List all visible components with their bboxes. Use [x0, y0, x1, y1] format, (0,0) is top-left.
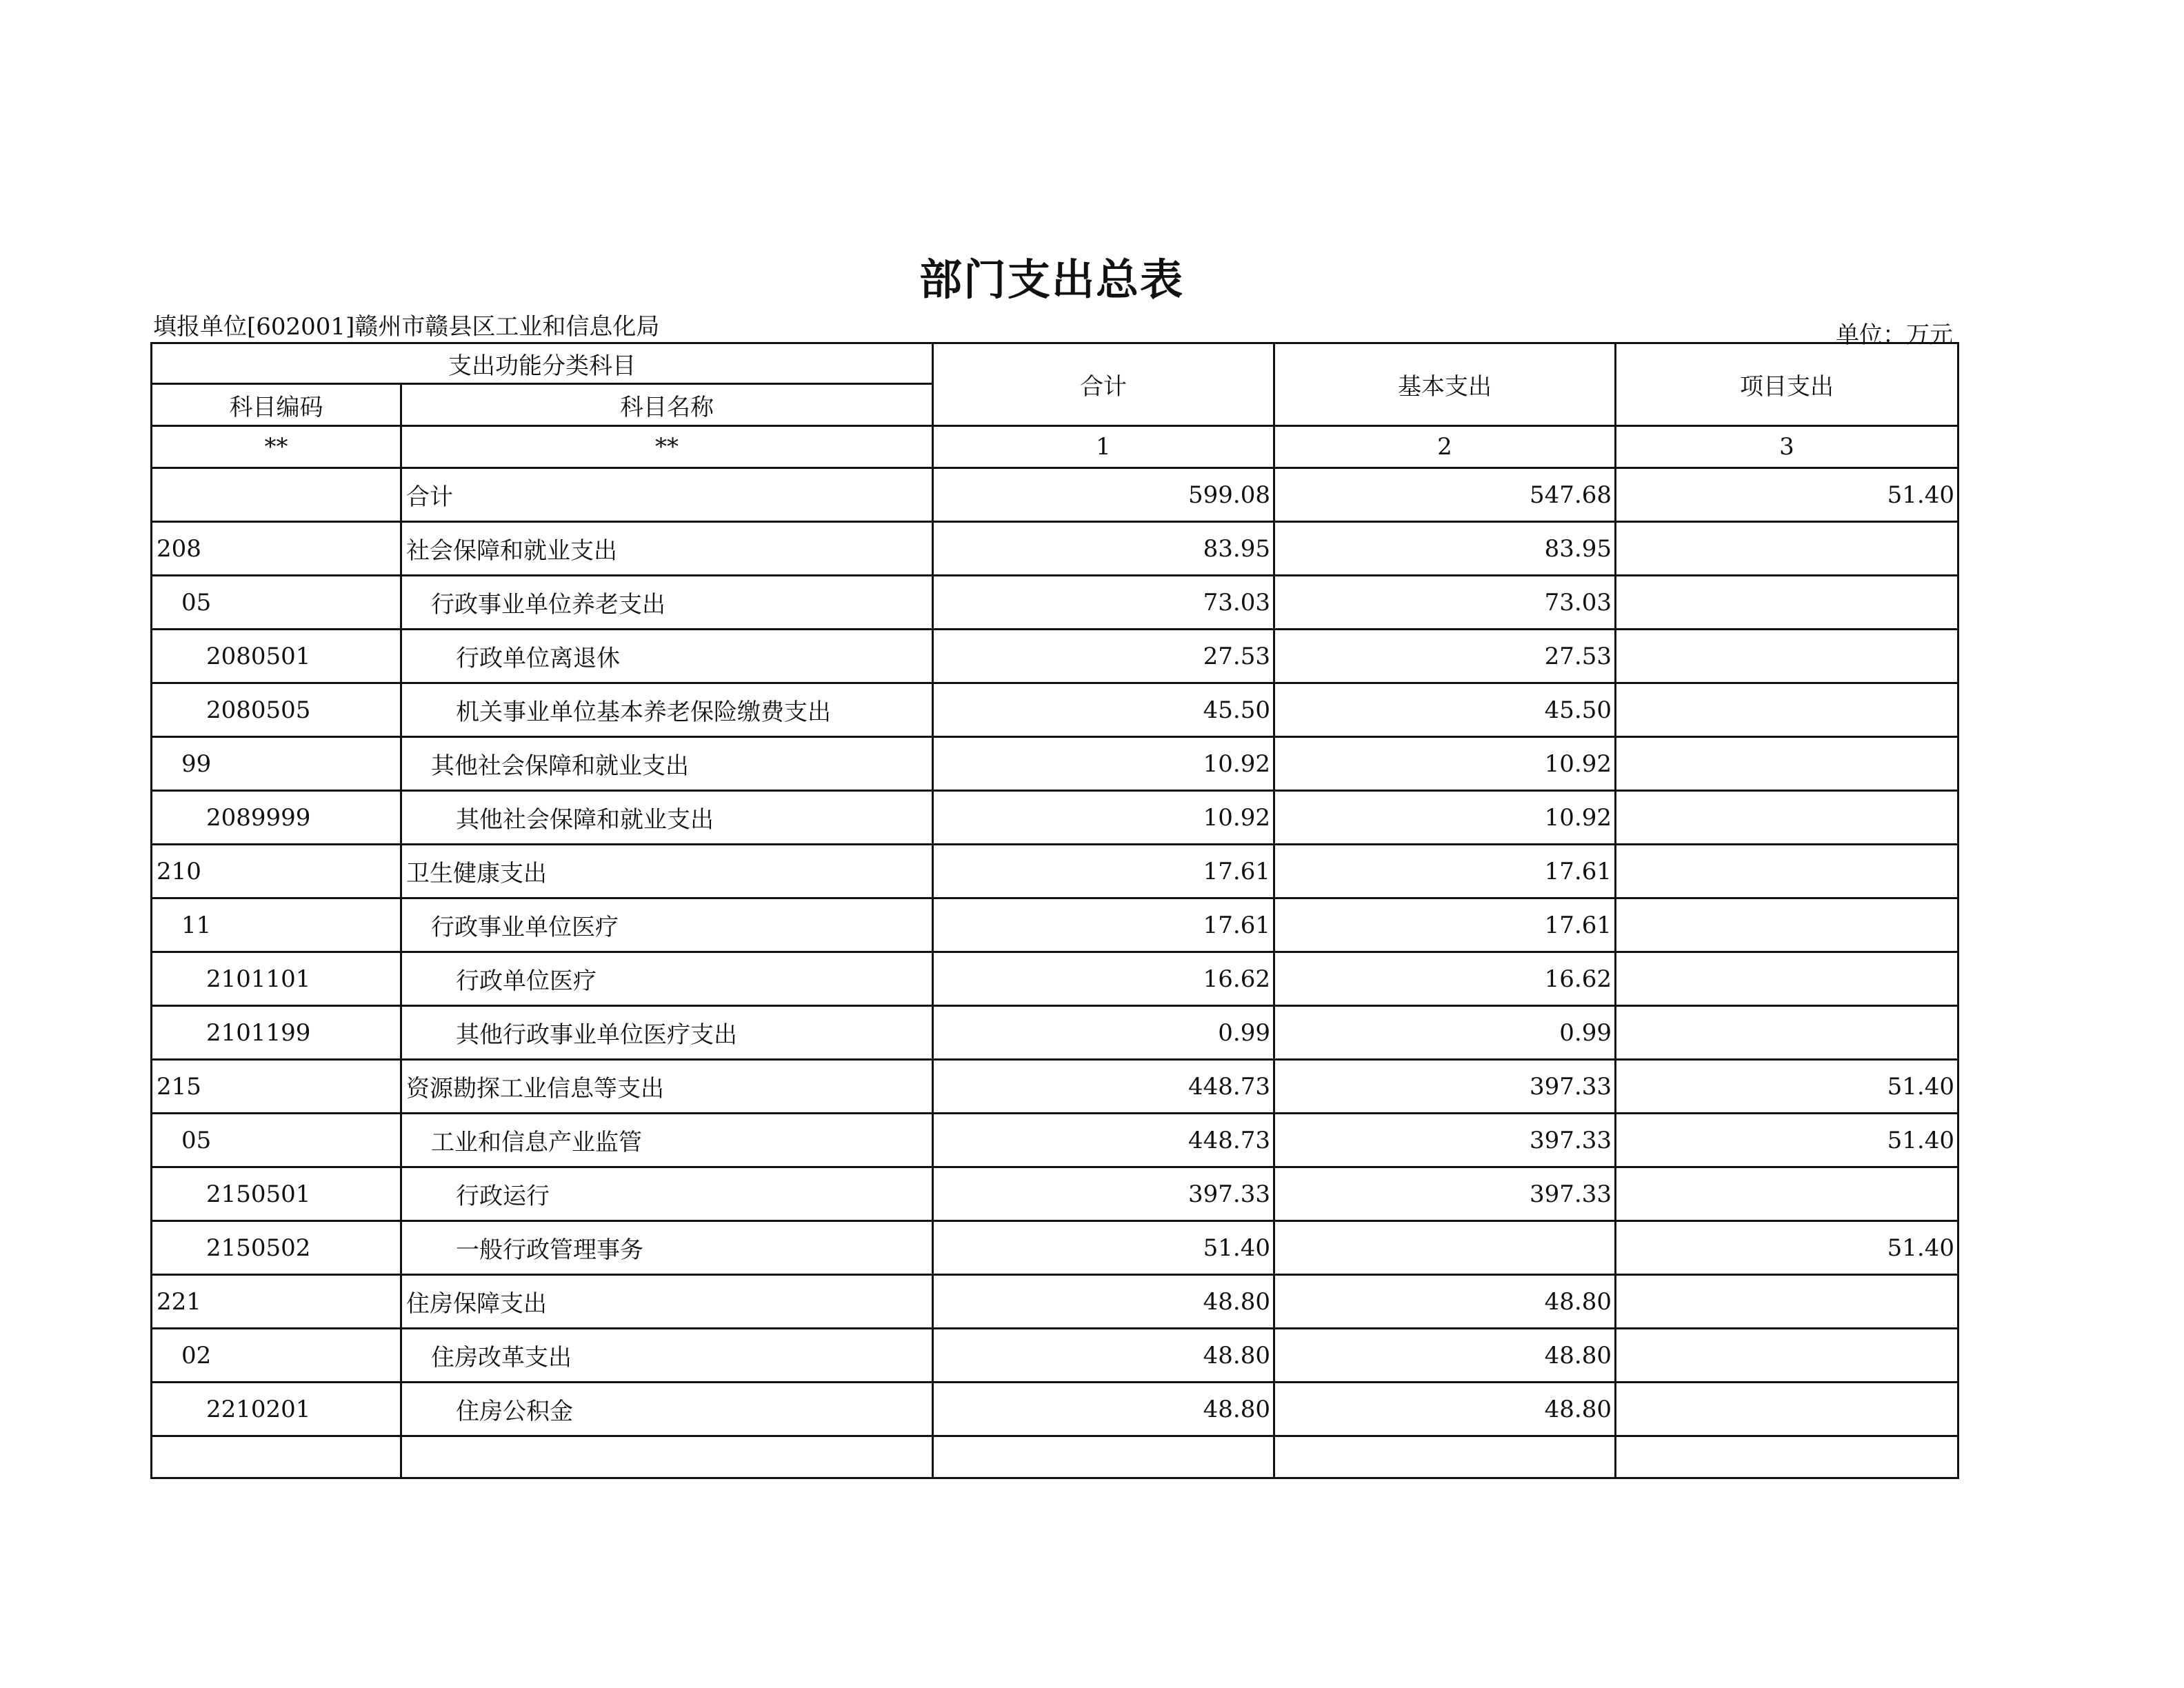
page-title: 部门支出总表 — [919, 254, 1184, 305]
total-amount-cell: 599.08 — [933, 468, 1274, 522]
subject-code-cell: 210 — [152, 845, 401, 898]
project-amount-cell — [1616, 898, 1958, 952]
subject-code-cell: 221 — [152, 1275, 401, 1329]
basic-amount-cell: 27.53 — [1274, 630, 1616, 683]
subject-code-cell: 208 — [152, 522, 401, 576]
table-body — [152, 468, 1958, 1478]
subject-name-cell: 行政事业单位养老支出 — [401, 576, 933, 630]
table-row — [152, 737, 1958, 791]
subject-code-cell: 02 — [152, 1329, 401, 1383]
total-amount-cell: 17.61 — [933, 898, 1274, 952]
index-cell: 2 — [1274, 426, 1616, 468]
table-row — [152, 845, 1958, 898]
subject-name-cell: 其他社会保障和就业支出 — [401, 791, 933, 845]
table-row — [152, 468, 1958, 522]
basic-amount-cell: 16.62 — [1274, 952, 1616, 1006]
total-amount-cell: 73.03 — [933, 576, 1274, 630]
table-row — [152, 630, 1958, 683]
subject-name-cell: 住房公积金 — [401, 1383, 933, 1436]
subject-code-cell: 05 — [152, 576, 401, 630]
empty-cell — [1274, 1436, 1616, 1478]
basic-amount-cell: 397.33 — [1274, 1114, 1616, 1167]
project-amount-cell — [1616, 1167, 1958, 1221]
table-row — [152, 1329, 1958, 1383]
subject-name-cell: 行政单位医疗 — [401, 952, 933, 1006]
project-amount-cell — [1616, 737, 1958, 791]
project-amount-cell — [1616, 1329, 1958, 1383]
currency-unit: 单位：万元 — [1836, 321, 1953, 349]
table-row — [152, 791, 1958, 845]
basic-amount-cell — [1274, 1221, 1616, 1275]
empty-cell — [401, 1436, 933, 1478]
index-cell: 1 — [933, 426, 1274, 468]
basic-amount-cell: 83.95 — [1274, 522, 1616, 576]
header-name: 科目名称 — [401, 384, 933, 426]
project-amount-cell — [1616, 791, 1958, 845]
project-amount-cell — [1616, 683, 1958, 737]
subject-code-cell: 2089999 — [152, 791, 401, 845]
subject-name-cell: 一般行政管理事务 — [401, 1221, 933, 1275]
project-amount-cell: 51.40 — [1616, 1114, 1958, 1167]
subject-code-cell: 2210201 — [152, 1383, 401, 1436]
table-row — [152, 576, 1958, 630]
subject-name-cell: 住房保障支出 — [401, 1275, 933, 1329]
table-row — [152, 1167, 1958, 1221]
basic-amount-cell: 73.03 — [1274, 576, 1616, 630]
index-cell: ** — [152, 426, 401, 468]
total-amount-cell: 448.73 — [933, 1114, 1274, 1167]
empty-cell — [933, 1436, 1274, 1478]
table-row — [152, 952, 1958, 1006]
table-row — [152, 1383, 1958, 1436]
table-row — [152, 683, 1958, 737]
index-cell: 3 — [1616, 426, 1958, 468]
subject-name-cell: 住房改革支出 — [401, 1329, 933, 1383]
subject-name-cell: 行政事业单位医疗 — [401, 898, 933, 952]
total-amount-cell: 0.99 — [933, 1006, 1274, 1060]
subject-code-cell: 2080505 — [152, 683, 401, 737]
table-row — [152, 1114, 1958, 1167]
basic-amount-cell: 17.61 — [1274, 898, 1616, 952]
subject-code-cell — [152, 468, 401, 522]
basic-amount-cell: 0.99 — [1274, 1006, 1616, 1060]
basic-amount-cell: 547.68 — [1274, 468, 1616, 522]
subject-code-cell: 2150502 — [152, 1221, 401, 1275]
empty-cell — [1616, 1436, 1958, 1478]
table-row — [152, 1060, 1958, 1114]
total-amount-cell: 45.50 — [933, 683, 1274, 737]
table-row — [152, 1275, 1958, 1329]
total-amount-cell: 83.95 — [933, 522, 1274, 576]
project-amount-cell — [1616, 952, 1958, 1006]
subject-name-cell: 行政单位离退休 — [401, 630, 933, 683]
basic-amount-cell: 45.50 — [1274, 683, 1616, 737]
project-amount-cell — [1616, 845, 1958, 898]
project-amount-cell — [1616, 630, 1958, 683]
total-amount-cell: 27.53 — [933, 630, 1274, 683]
empty-cell — [152, 1436, 401, 1478]
project-amount-cell — [1616, 1006, 1958, 1060]
project-amount-cell: 51.40 — [1616, 1221, 1958, 1275]
subject-code-cell: 2150501 — [152, 1167, 401, 1221]
subject-name-cell: 工业和信息产业监管 — [401, 1114, 933, 1167]
project-amount-cell — [1616, 1275, 1958, 1329]
header-project: 项目支出 — [1616, 343, 1958, 426]
subject-name-cell: 机关事业单位基本养老保险缴费支出 — [401, 683, 933, 737]
expenditure-table — [150, 342, 1959, 1479]
project-amount-cell — [1616, 1383, 1958, 1436]
project-amount-cell — [1616, 522, 1958, 576]
subject-name-cell: 资源勘探工业信息等支出 — [401, 1060, 933, 1114]
subject-code-cell: 2101199 — [152, 1006, 401, 1060]
subject-code-cell: 11 — [152, 898, 401, 952]
project-amount-cell: 51.40 — [1616, 1060, 1958, 1114]
total-amount-cell: 448.73 — [933, 1060, 1274, 1114]
basic-amount-cell: 397.33 — [1274, 1060, 1616, 1114]
subject-name-cell: 其他行政事业单位医疗支出 — [401, 1006, 933, 1060]
table-row — [152, 1006, 1958, 1060]
table-row — [152, 522, 1958, 576]
header-code: 科目编码 — [152, 384, 401, 426]
total-amount-cell: 10.92 — [933, 791, 1274, 845]
total-amount-cell: 48.80 — [933, 1275, 1274, 1329]
total-amount-cell: 48.80 — [933, 1329, 1274, 1383]
basic-amount-cell: 48.80 — [1274, 1275, 1616, 1329]
project-amount-cell — [1616, 576, 1958, 630]
header-total: 合计 — [933, 343, 1274, 426]
empty-row — [152, 1436, 1958, 1478]
index-cell: ** — [401, 426, 933, 468]
total-amount-cell: 10.92 — [933, 737, 1274, 791]
basic-amount-cell: 397.33 — [1274, 1167, 1616, 1221]
basic-amount-cell: 10.92 — [1274, 737, 1616, 791]
header-basic: 基本支出 — [1274, 343, 1616, 426]
subject-name-cell: 行政运行 — [401, 1167, 933, 1221]
subject-code-cell: 99 — [152, 737, 401, 791]
table-row — [152, 898, 1958, 952]
total-amount-cell: 48.80 — [933, 1383, 1274, 1436]
project-amount-cell: 51.40 — [1616, 468, 1958, 522]
subject-name-cell: 合计 — [401, 468, 933, 522]
subject-name-cell: 其他社会保障和就业支出 — [401, 737, 933, 791]
subject-code-cell: 05 — [152, 1114, 401, 1167]
basic-amount-cell: 48.80 — [1274, 1383, 1616, 1436]
basic-amount-cell: 10.92 — [1274, 791, 1616, 845]
basic-amount-cell: 48.80 — [1274, 1329, 1616, 1383]
table-row — [152, 1221, 1958, 1275]
subject-code-cell: 215 — [152, 1060, 401, 1114]
total-amount-cell: 16.62 — [933, 952, 1274, 1006]
total-amount-cell: 51.40 — [933, 1221, 1274, 1275]
total-amount-cell: 397.33 — [933, 1167, 1274, 1221]
header-function-classification: 支出功能分类科目 — [152, 343, 933, 384]
subject-name-cell: 卫生健康支出 — [401, 845, 933, 898]
subject-code-cell: 2080501 — [152, 630, 401, 683]
subject-code-cell: 2101101 — [152, 952, 401, 1006]
basic-amount-cell: 17.61 — [1274, 845, 1616, 898]
subject-name-cell: 社会保障和就业支出 — [401, 522, 933, 576]
reporting-unit: 填报单位[602001]赣州市赣县区工业和信息化局 — [153, 313, 660, 341]
total-amount-cell: 17.61 — [933, 845, 1274, 898]
